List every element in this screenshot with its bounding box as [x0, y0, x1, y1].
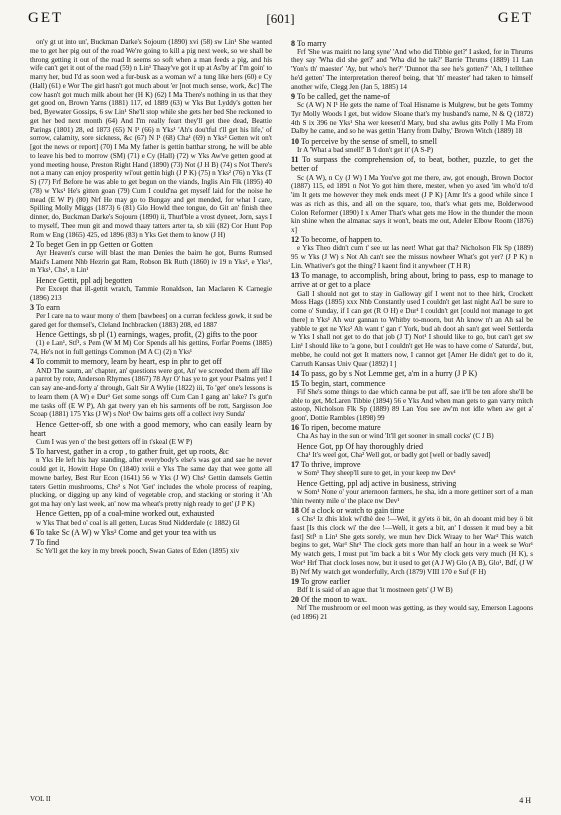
- citation-block: Gall I should not get to stay in Galloway gif I went not to thee hirk, Crockett Moss Hags (1895) xxx Nhb Constantly used I couldn't get last night Aa'l be sure to come o' Sunday, if I can get (R O H) e Dur¹ I couldn't get [could not manage to get there] n Yks¹ Ah wur gannan to Whitby to-moorn, but Ah know n't an Ah sal be yabble te get ne Yks² Ah want t' gan t' York, bud ah doot ah san't get weel Settlerda w Yks I shall not get to do that job (J T) Not¹ I should like to go, but can't get sw Lin¹ I should like to 'a gone, but I couldn't get He was to have come o' Saturda', but, mebbe, he could not get It matters now, I cannot get [Amer He didn't get to do it, Carruth Kansas Univ Quar (1892) I ]: [291, 289, 533, 368]
- citation-block: w Yks That bed o' coal is all getten, Lucas Stud Nidderdale (c 1882) Gl: [36, 518, 240, 527]
- sense-entry: [291, 369, 533, 378]
- sense-number: 17: [291, 460, 299, 470]
- sense-entry: [291, 39, 533, 48]
- left-column: [30, 38, 272, 555]
- sense-entry: [291, 235, 533, 244]
- citation-block: s Chs¹ Iz dhis klok wi'dhè dee !—Wel, it gy'ets ö bit, ön ah dooant mid bey ö bit faast [Is this clock wi' the dee !—Well, it gets a bit, an' I dossen it mud bey a bit fast] Stf¹ n Lin¹ She gets sorely, we mun hev Dick Wraay to her War² This watch begins to get, War³ Shr¹ The clock gets more than half an hour in a week se Wor¹ My watch gets, I must put 'im back a bit s Wor My clock gets very much (H K), s Wor¹ Hrf That clock loses now, but it used to get (A J W) Glo (A B), Glo¹, Bdf, (J W B) Nrf My watch get wonderfully, Arch (1879) VIII 170 e Suf (F H): [291, 515, 533, 576]
- sense-definition: To take: [35, 527, 60, 537]
- sense-number: 20: [291, 595, 299, 605]
- sense-number: 14: [291, 368, 299, 378]
- citation-block: Frf 'She was mairit no lang syne' 'And who did Tibbie get?' I asked, for in Thrums they say 'Wha did she get?' and 'Wha did he tak?' Barrie Thrums (1889) 11 Lan 'Yon's th' maester' 'Ay, but who's her?' 'Dunnot tha see he's gotten?' 'Ah, I telltthee he'd getten' The interpretation thereof being, that 'th' measter' had taken to himself another wife, Clegg Jen (Jan 5, 1885) 14: [291, 47, 533, 91]
- volume-label: VOL II: [30, 795, 51, 803]
- sense-entry: [291, 460, 533, 469]
- header-headword-right: GET: [497, 10, 533, 26]
- sense-number: 8: [291, 38, 295, 48]
- sense-number: 6: [30, 527, 34, 537]
- sense-definition: To grow earlier: [300, 576, 351, 586]
- sense-definition: To thrive, improve: [300, 460, 361, 470]
- sense-number: 2: [30, 239, 34, 249]
- sense-number: 10: [291, 136, 299, 146]
- header-headword-left: GET: [28, 10, 64, 26]
- sense-definition: To commit to memory, learn by heart,: [35, 357, 157, 367]
- sense-definition: To harvest, gather in a crop , to gather fruit, get up roots, &c: [35, 447, 229, 457]
- sense-definition: To pass, go by: [300, 368, 347, 378]
- sense-entry: [291, 271, 533, 289]
- sense-entry: [291, 92, 533, 101]
- citation-block: n Yks He left his hay standing, after everybody's else's was got and sae he never could get it, Howitt Hope On (1840) xviii e Yks The same day that wee gotte all mowne barley, Best Rur Econ (1641) 56 w Yks (J W) Chs¹ Gettin damsels Gettin taters Gettin mushrooms, Chs³ s Not 'Get' includes the whole process of reaping, plucking, or digging up any kind of vegetable crop, and stacking or storing it 'Ah got ma hay on'y last week, an' now ma wheat's pretty nigh ready to get' (J P K): [30, 456, 272, 509]
- sense-definition: To be called, get the name-of: [296, 91, 391, 101]
- sense-entry: [291, 506, 533, 515]
- citation-block: Cha As hay in the sun or wind 'It'll get sooner in small cocks' (C J B): [297, 432, 494, 441]
- sense-number: 15: [291, 378, 299, 388]
- citation-block: on'y gt ut into un', Buckman Darke's Sojourn (1890) xvi (58) sw Lin¹ She wanted me to get her pig out of the road We're going to kill a pig next week, so we shall be throng getting it out of the road It seems so soft when a man feeds a pig, and his wife can't get it out of the road (59) n Lin¹ Thaay've got it up at As'by at' I'm goin' to marry her, bud I'd as soon wed a fur-busk as a woman wi' a tung like hers (60) e Cy (Hall) (61) e Wor The girl hasn't got much about 'er [not much sense, work, &c] The cow hasn't got much milk about her (H K) (62) I Ma There's nothing in us that they get good on, Brown Yarns (1881) 117, ed 1889 (63) w Yks But Lyddy's gotten her bed, Byewater Gossips, 6 sw Lin¹ She'll stop while she gets her bed She reckoned to get her bed next month (64) And I'm really feart they'll get thee dead, Beattie Parings (1801) 28, ed 1873 (65) N I¹ (66) n Yks¹ 'Ah's dou'tful t'll get his life,' of sorrow, calamity, sore sickness, &c (67) N I¹ (68) Cha¹ (69) n Yks² Getten wit on't [got the news or report] (70) I Ma My father is gettin batthar strong, he will be able to leave his bed to morrow (SM) (71) e Cy (Hall) (72) w Yks Aw've getten good at yond meeting house, Preston Right Hand (1890) (73) Not (J H B) (74) s Not There's not a many can enjoy prosperity wi'out gettin high (J P K) (75) n Yks² (76) n Yks (T S) (77) Frf Before he was able to get begun on the viands, Inglis Ain Flk (1895) 40 (78) w Yks¹ He's gitten goan (79) Cum I could'na get myself laid for the noise he mead (E W P) (80) Nrf He may go to Bungay and get mended, for what I care, Spilling Molly Miggs (1873) 6 (81) Glo Howld thee tongue, do Git an' finish thee dinner, do, Buckman Darke's Sojourn (1890) ii, Thurl'ble a vrost dyneet, Jorn, says I to myself, Thee mun git and mowd thaay tatters arter ta, sb xiii (82) Cor Hunt Pop Rom w Eng (1865) 425, ed 1896 (83) n Yks Get them to know (J H): [30, 38, 272, 239]
- sense-note: esp in phr to get off: [158, 357, 222, 367]
- sense-note: Gen in pp Getten or Gotten: [65, 239, 153, 249]
- citation-block: e Yks Theo didn't cum t' see uz las neet! What gat tha? Nicholson Flk Sp (1889) 95 w Yks (J W) s Not Ah can't see the missus nowheer What's got yer? (J P K) n Lin. Whativer's got the thing? I kaent find it anywheer (T H R): [291, 244, 533, 270]
- sense-number: 3: [30, 302, 34, 312]
- sense-entry: [30, 447, 272, 456]
- sense-entry: [30, 303, 272, 312]
- sense-entry: [291, 137, 533, 146]
- citation-block: w Som¹ They sheep'll sure to get, in your keep nw Dev¹: [297, 469, 456, 478]
- sense-note: s Not Lemme get, a'm in a hurry (J P K): [348, 368, 477, 378]
- sense-entry: [291, 595, 533, 604]
- sense-entry: [30, 240, 272, 249]
- derived-form: Hence Gettit, ppl adj begotten: [36, 275, 133, 285]
- sense-entry: [30, 357, 272, 366]
- derived-form: Hence Gettings, sb pl (1) earnings, wages, profit, (2) gifts to the poor: [36, 330, 258, 340]
- citation-block: Cum I was yen o' the best getters off in t'skeal (E W P): [36, 437, 193, 446]
- sense-number: 19: [291, 576, 299, 586]
- citation-block: Fif She's some things to dae which canna be put aff, sae it'll be ten afore she'll be able to get, McLaren Tibbie (1894) 56 e Yks And when man gets to gan varry mitch astoop, Nicholson Flk Sp (1889) 89 Lan You see aw'm not idle when aw get a' goon', Dottie Rambles (1898) 99: [291, 387, 533, 423]
- sense-entry: [291, 577, 533, 586]
- citation-block: (1) e Lan¹, Stf¹, s Pem (W M M) Cor Spends all his gettins, Forfar Poems (1885) 74, He's not in full gettings Common (M A C) (2) n Yks¹: [30, 339, 272, 357]
- sense-note: Sc (A W) w Yks² Come and get your tea with us: [61, 527, 217, 537]
- sense-definition: To earn: [35, 302, 60, 312]
- citation-block: Nrf The mushroom or eel moon was getting, as they would say, Emerson Lagoons (ed 1896) 21: [291, 604, 533, 622]
- derived-form: Hence Got, pp Of hay thoroughly dried: [297, 441, 423, 451]
- page-header: [28, 10, 533, 32]
- sense-definition: To become, of happen to.: [300, 235, 383, 245]
- sense-number: 13: [291, 271, 299, 281]
- sense-number: 4: [30, 357, 34, 367]
- citation-block: Sc (A W) N I¹ He gets the name of Toal Hisname is Mulgrew, but he gets Tommy Tyr Molly Woods I get, but widow Sloane that's my husband's name, N & Q (1872) 4th S ix 396 ne Yks¹ Sha wer keesen'd Mary, bud sha awlus gits Polly I Ma From Dalby he came, and so he was gettin 'Harry from Dalby,' Brown Witch (1889) 18: [291, 101, 533, 136]
- citation-block: Cha¹ It's weel got, Cha² Well got, or badly got [well or badly saved]: [297, 450, 491, 459]
- sense-entry: [291, 423, 533, 432]
- signature-mark: 4 H: [519, 796, 531, 805]
- derived-form: Hence Getting, ppl adj active in business, striving: [297, 478, 457, 488]
- sense-number: 5: [30, 447, 34, 457]
- sense-number: 16: [291, 423, 299, 433]
- sense-definition: To ripen, become mature: [300, 423, 381, 433]
- sense-definition: To perceive by the sense of smell, to smell: [300, 136, 437, 146]
- sense-definition: Of a clock or watch to gain time: [301, 505, 405, 515]
- derived-form: Hence Getter-off, sb one with a good memory, who can easily learn by heart: [30, 419, 272, 438]
- citation-block: w Som¹ None o' your arternoon farmers, he sha, idn a more gettiner sort of a man 'thin twenty mile o' the place nw Dev¹: [291, 487, 533, 505]
- sense-entry: [30, 538, 272, 547]
- citation-block: Bdf It is said of an ague that 'it mostneen gets' (J W B): [297, 586, 453, 594]
- sense-number: 9: [291, 91, 295, 101]
- sense-definition: To marry: [296, 38, 327, 48]
- citation-block: AND The saum, an' chapter, an' questions were got, An' we screeded them aff like a parrot by rote, Anderson Rhymes (1867) 78 Ayr O' has ye to get your Psalms yet! I can say ane-and-forty a' through, Galt Sir A Wylie (1822) iii, To 'get' one's lessons is to learn them (A W) e Dur¹ Get some songs off Cum Can I gang an' lake? I's gut'n me tasks off (E W P), Ah gat twery yan eh his sarments off be rott, Sargisson Joe Scoap (1881) 175 Yks (J W) s Not¹ Ow bairns gets off a collect ivry Sunda': [30, 366, 272, 419]
- sense-definition: To find: [35, 537, 60, 547]
- sense-entry: [30, 528, 272, 537]
- citation-block: Sc (A W), n Cy (J W) I Ma You've got me there, aw, got enough, Brown Doctor (1887) 115, ed 1891 n Not Yo got him there, mester, when yo axed 'im who'd to'd 'im It gets me however they mek ends meet (J P K) [Amr It's a good while since I was as rich as this, and all on the square, too, that's what gets me, Bolderwood Colon Reformer (1890) I x Amer That's what gets me How in the thunder the moon kin shine when the almanac says it won't, beats me out, Adeler Elbow Room (1876) x]: [291, 173, 533, 235]
- sense-number: 7: [30, 537, 34, 547]
- sense-entry: [291, 155, 533, 173]
- sense-definition: To manage, to accomplish, bring about, bring to pass, esp to manage to arrive at or get to a place: [291, 271, 534, 290]
- citation-block: Ayr Heaven's curse will blast the man Denies the bairn he got, Burns Rumsed Maid's Lament Nhb Hezrin gat Ram, Robson Bk Ruth (1860) iv 19 n Yks², e Yks¹, m Yks¹, Chs¹, n Lin¹: [30, 248, 272, 275]
- sense-definition: To begin, start, commence: [300, 378, 386, 388]
- page-number: [601]: [266, 11, 295, 26]
- citation-block: Per Except that ill-gettit wratch, Tammie Ronaldson, Ian Maclaren K Carnegie (1896) 213: [30, 284, 272, 302]
- sense-definition: To beget: [35, 239, 64, 249]
- sense-number: 11: [291, 155, 299, 165]
- citation-block: Per I care na to waur mony o' them [bawbees] on a curran feckless gowk, it sud be gared get for themsel's, Cleland Inchbracken (1883) 208, ed 1887: [30, 312, 272, 329]
- sense-number: 18: [291, 505, 299, 515]
- sense-definition: Of the moon to wax.: [301, 595, 367, 605]
- citation-block: Ir A 'What a bad smell!' B 'I don't get it' (A S-P): [297, 145, 434, 154]
- derived-form: Hence Getten, pp of a coal-mine worked out, exhausted: [36, 509, 215, 519]
- right-column: [291, 38, 533, 622]
- citation-block: Sc Ye'll get the key in my breek pooch, Swan Gates of Eden (1895) xiv: [36, 546, 240, 555]
- sense-entry: [291, 379, 533, 388]
- sense-definition: To surpass the comprehension of, to beat, bother, puzzle, to get the better of: [291, 155, 533, 174]
- sense-number: 12: [291, 235, 299, 245]
